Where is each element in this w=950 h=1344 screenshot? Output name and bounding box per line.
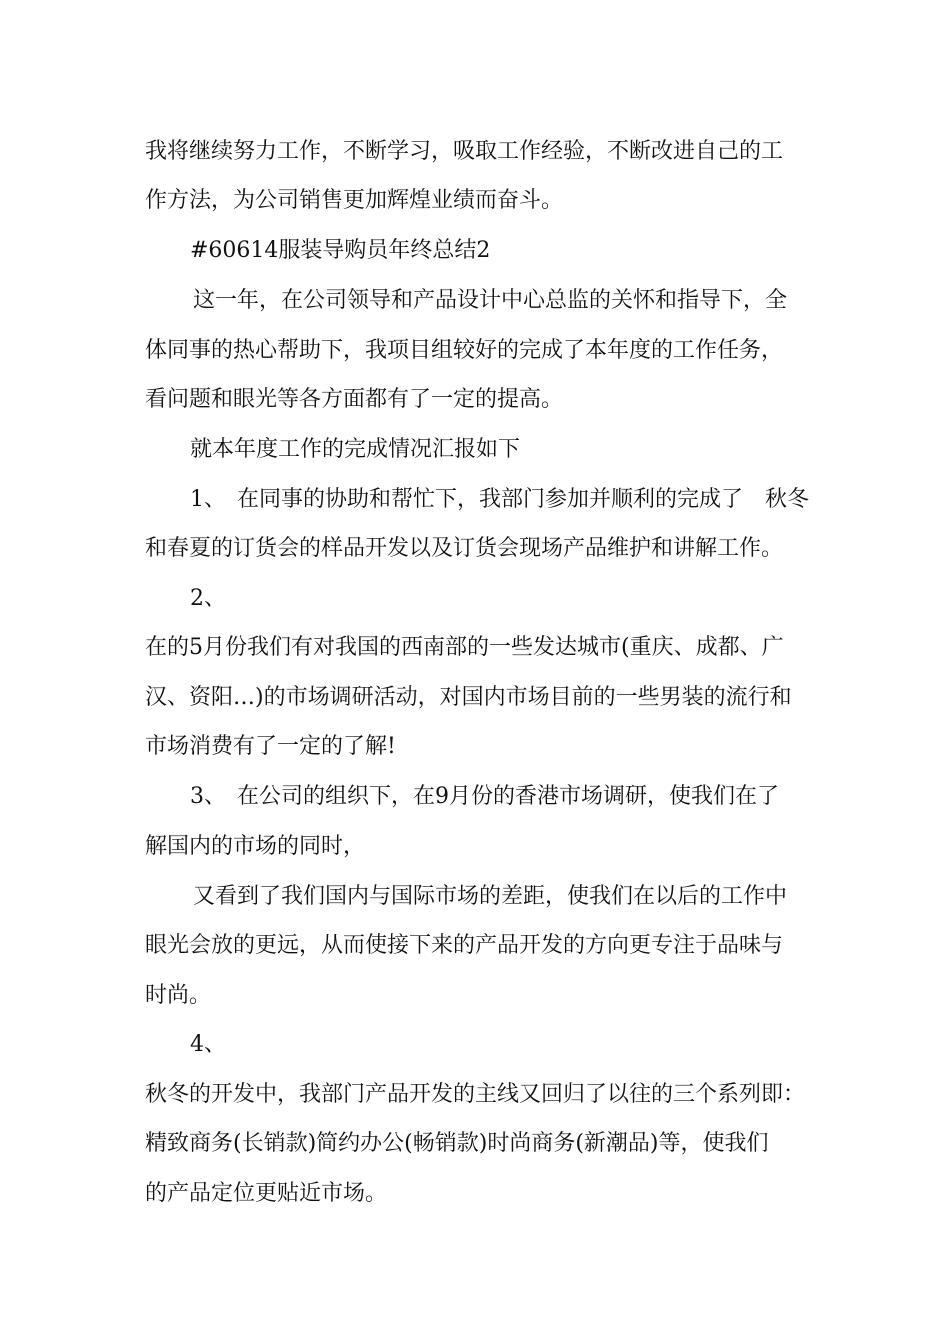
list-item-2: 2、	[190, 586, 226, 611]
list-item-1: 1、 在同事的协助和帮忙下，我部门参加并顺利的完成了 秋冬	[190, 487, 809, 512]
text-line: 我将继续努力工作，不断学习，吸取工作经验，不断改进自己的工	[145, 139, 784, 164]
text-line: 时尚。	[145, 983, 212, 1008]
text-line: 体同事的热心帮助下，我项目组较好的完成了本年度的工作任务，	[145, 338, 784, 363]
text-line: 市场消费有了一定的了解!	[145, 734, 396, 759]
list-item-4: 4、	[190, 1032, 226, 1057]
text-line: 就本年度工作的完成情况汇报如下	[190, 437, 521, 462]
text-line: 秋冬的开发中，我部门产品开发的主线又回归了以往的三个系列即：	[145, 1082, 806, 1107]
text-line: 这一年，在公司领导和产品设计中心总监的关怀和指导下，全	[193, 288, 788, 313]
text-line: 作方法，为公司销售更加辉煌业绩而奋斗。	[145, 188, 564, 213]
text-line: 的产品定位更贴近市场。	[145, 1181, 388, 1206]
text-line: 又看到了我们国内与国际市场的差距，使我们在以后的工作中	[193, 884, 788, 909]
section-heading: #60614服装导购员年终总结2	[190, 238, 491, 263]
text-line: 和春夏的订货会的样品开发以及订货会现场产品维护和讲解工作。	[145, 536, 784, 561]
text-line: 眼光会放的更远，从而使接下来的产品开发的方向更专注于品味与	[145, 933, 784, 958]
text-line: 精致商务(长销款)简约办公(畅销款)时尚商务(新潮品)等，使我们	[145, 1131, 769, 1156]
text-line: 解国内的市场的同时，	[145, 834, 366, 859]
text-line: 看问题和眼光等各方面都有了一定的提高。	[145, 387, 564, 412]
text-line: 汉、资阳…)的市场调研活动，对国内市场目前的一些男装的流行和	[145, 685, 792, 710]
list-item-3: 3、 在公司的组织下，在9月份的香港市场调研，使我们在了	[190, 784, 779, 809]
text-line: 在的5月份我们有对我国的西南部的一些发达城市(重庆、成都、广	[145, 635, 784, 660]
